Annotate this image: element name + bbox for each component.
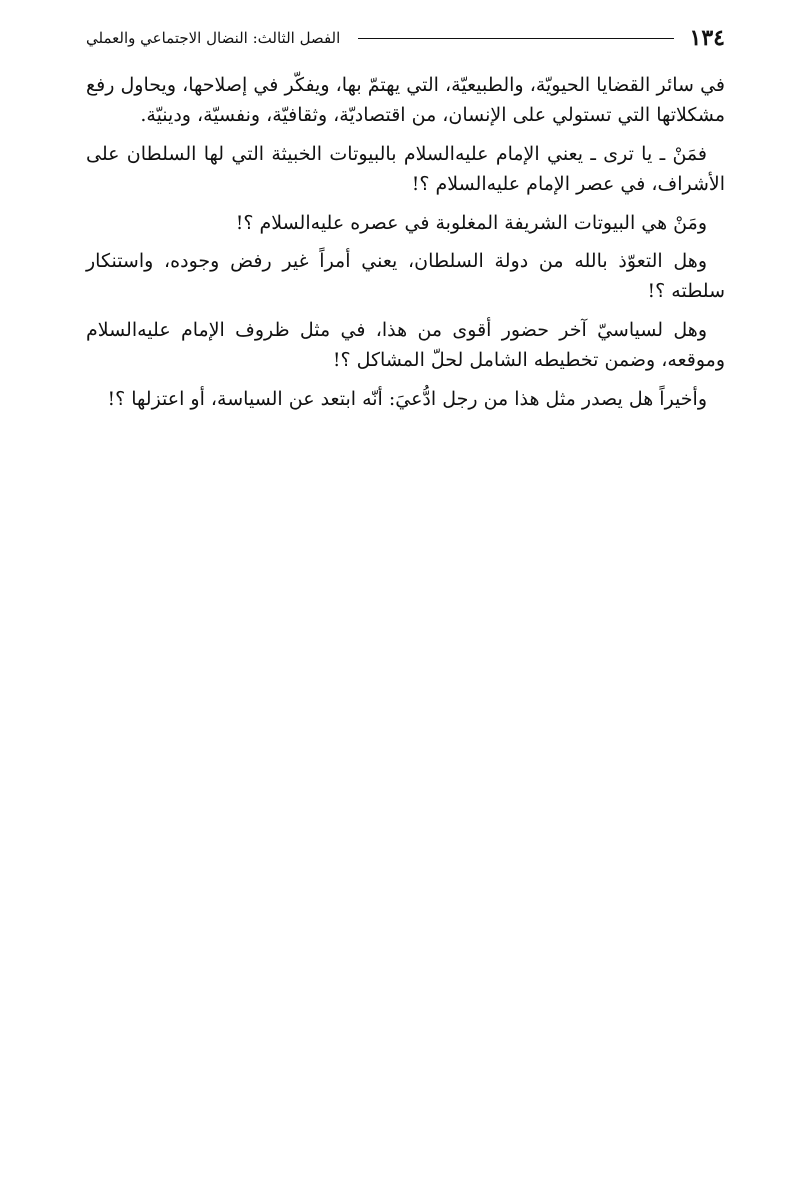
header-rule bbox=[358, 38, 673, 39]
paragraph: وأخيراً هل يصدر مثل هذا من رجل ادُّعيَ: أنّه ابتعد عن السياسة، أو اعتزلها ؟! bbox=[107, 387, 707, 410]
page-body bbox=[86, 70, 725, 422]
paragraph: فمَنْ ـ يا ترى ـ يعني الإمام عليه‌السلام بالبيوتات الخبيثة التي لها السلطان على الأشراف، في عصر الإمام عليه‌السلام ؟! bbox=[86, 142, 725, 196]
running-title: الفصل الثالث: النضال الاجتماعي والعملي bbox=[86, 29, 341, 47]
paragraph: وهل لسياسيّ آخر حضور أقوى من هذا، في مثل ظروف الإمام عليه‌السلام وموقعه، وضمن تخطيطه الشامل لحلّ المشاكل ؟! bbox=[86, 318, 725, 372]
paragraph: في سائر القضايا الحيويّة، والطبيعيّة، التي يهتمّ بها، ويفكّر في إصلاحها، ويحاول رفع مشكلاتها التي تستولي على الإنسان، من اقتصاديّة، وثقافيّة، ونفسيّة، ودينيّة. bbox=[86, 74, 725, 127]
page-number: ١٣٤ bbox=[689, 25, 725, 51]
paragraph: ومَنْ هي البيوتات الشريفة المغلوبة في عصره عليه‌السلام ؟! bbox=[235, 211, 707, 234]
page-header bbox=[86, 24, 725, 52]
paragraph: وهل التعوّذ بالله من دولة السلطان، يعني أمراً غير رفض وجوده، واستنكار سلطته ؟! bbox=[86, 249, 725, 303]
